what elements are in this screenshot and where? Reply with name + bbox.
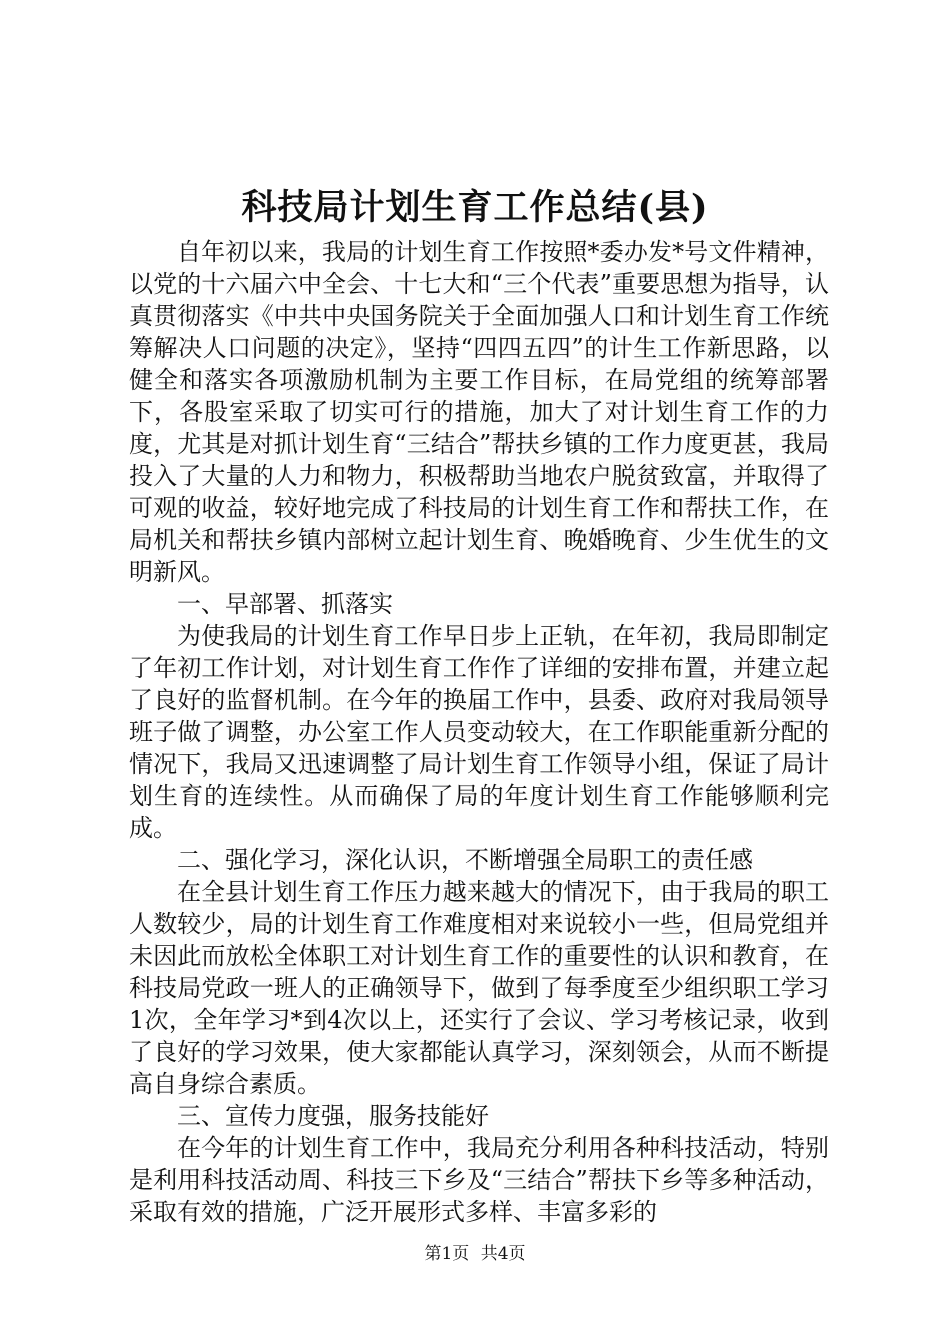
document-body [129, 236, 829, 1228]
page-number: 第1页 [424, 1244, 470, 1264]
page-total: 共4页 [480, 1244, 526, 1264]
paragraph-section-1: 为使我局的计划生育工作早日步上正轨，在年初，我局即制定了年初工作计划，对计划生育工作作了详细的安排布置，并建立起了良好的监督机制。在今年的换届工作中，县委、政府对我局领导班子做了调整，办公室工作人员变动较大，在工作职能重新分配的情况下，我局又迅速调整了局计划生育工作领导小组，保证了局计划生育的连续性。从而确保了局的年度计划生育工作能够顺利完成。 [129, 622, 829, 842]
page-footer [0, 1242, 950, 1266]
document-title: 科技局计划生育工作总结(县) [241, 187, 709, 228]
paragraph-section-3: 在今年的计划生育工作中，我局充分利用各种科技活动，特别是利用科技活动周、科技三下乡及“三结合”帮扶下乡等多种活动，采取有效的措施，广泛开展形式多样、丰富多彩的 [129, 1134, 829, 1226]
paragraph-intro: 自年初以来，我局的计划生育工作按照*委办发*号文件精神，以党的十六届六中全会、十七大和“三个代表”重要思想为指导，认真贯彻落实《中共中央国务院关于全面加强人口和计划生育工作统筹解决人口问题的决定》，坚持“四四五四”的计生工作新思路，以健全和落实各项激励机制为主要工作目标，在局党组的统筹部署下，各股室采取了切实可行的措施，加大了对计划生育工作的力度，尤其是对抓计划生育“三结合”帮扶乡镇的工作力度更甚，我局投入了大量的人力和物力，积极帮助当地农户脱贫致富，并取得了可观的收益，较好地完成了科技局的计划生育工作和帮扶工作，在局机关和帮扶乡镇内部树立起计划生育、晚婚晚育、少生优生的文明新风。 [129, 238, 829, 586]
section-heading-2: 二、强化学习，深化认识，不断增强全局职工的责任感 [177, 846, 753, 874]
section-heading-1: 一、早部署、抓落实 [177, 590, 393, 618]
section-heading-3: 三、宣传力度强，服务技能好 [177, 1102, 489, 1130]
paragraph-section-2: 在全县计划生育工作压力越来越大的情况下，由于我局的职工人数较少，局的计划生育工作难度相对来说较小一些，但局党组并未因此而放松全体职工对计划生育工作的重要性的认识和教育，在科技局党政一班人的正确领导下，做到了每季度至少组织职工学习1次，全年学习*到4次以上，还实行了会议、学习考核记录，收到了良好的学习效果，使大家都能认真学习，深刻领会，从而不断提高自身综合素质。 [129, 878, 829, 1098]
